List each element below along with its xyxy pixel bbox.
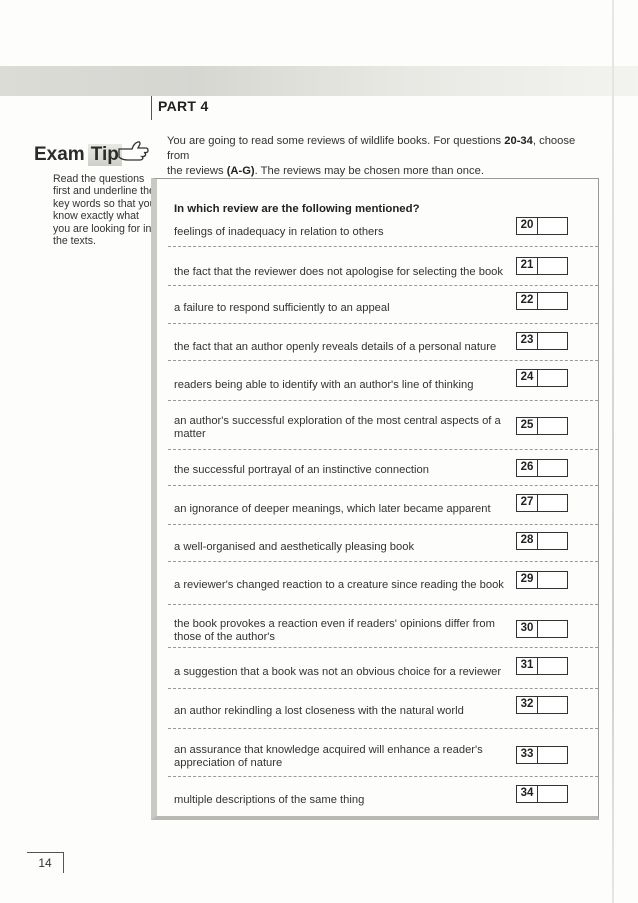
question-number: 26 (517, 460, 538, 476)
question-text: readers being able to identify with an author's line of thinking (174, 379, 474, 391)
question-number: 34 (517, 786, 538, 802)
question-row (168, 532, 598, 562)
question-row (168, 332, 598, 362)
answer-box[interactable] (516, 620, 568, 638)
question-text: feelings of inadequacy in relation to others (174, 226, 384, 238)
question-text: the fact that the reviewer does not apologise for selecting the book (174, 266, 503, 278)
question-text: an author's successful exploration of the most central aspects of a matter (174, 415, 501, 440)
answer-box[interactable] (516, 217, 568, 235)
question-number: 28 (517, 533, 538, 549)
question-text: a well-organised and aesthetically pleasing book (174, 541, 415, 553)
question-text: the fact that an author openly reveals details of a personal nature (174, 341, 497, 353)
question-number: 24 (517, 370, 538, 386)
question-row (168, 411, 598, 441)
answer-box[interactable] (516, 532, 568, 550)
question-row (168, 494, 598, 524)
panel-heading: In which review are the following mentioned? (174, 203, 420, 215)
question-number: 29 (517, 572, 538, 588)
question-text: a reviewer's changed reaction to a creature since reading the book (174, 579, 504, 591)
question-separator (168, 285, 598, 286)
answer-box[interactable] (516, 417, 568, 435)
question-number: 21 (517, 258, 538, 274)
question-text: the book provokes a reaction even if readers' opinions differ from those of the author's (174, 618, 495, 643)
question-separator (168, 524, 598, 525)
question-text: an author rekindling a lost closeness with the natural world (174, 705, 464, 717)
question-number: 20 (517, 218, 538, 234)
exam-tip-text: Read the questions first and underline the key words so that you know exactly what you are looking for in the texts. (53, 173, 156, 248)
question-number: 23 (517, 333, 538, 349)
header-band (0, 66, 638, 96)
question-separator (168, 604, 598, 605)
question-row (168, 369, 598, 399)
question-text: the successful portrayal of an instinctive connection (174, 464, 429, 476)
question-separator (168, 246, 598, 247)
answer-box[interactable] (516, 257, 568, 275)
question-number: 22 (517, 293, 538, 309)
question-row (168, 740, 598, 770)
question-separator (168, 728, 598, 729)
answer-box[interactable] (516, 332, 568, 350)
question-row (168, 785, 598, 815)
question-row (168, 292, 598, 322)
answer-box[interactable] (516, 369, 568, 387)
question-text: a suggestion that a book was not an obvious choice for a reviewer (174, 666, 502, 678)
question-number: 31 (517, 658, 538, 674)
question-number: 30 (517, 621, 538, 637)
question-row (168, 614, 598, 644)
answer-box[interactable] (516, 785, 568, 803)
question-row (168, 217, 598, 247)
question-number: 32 (517, 697, 538, 713)
question-number: 27 (517, 495, 538, 511)
question-number: 25 (517, 418, 538, 434)
answer-box[interactable] (516, 746, 568, 764)
question-separator (168, 485, 598, 486)
question-text: multiple descriptions of the same thing (174, 794, 365, 806)
pointing-hand-icon (116, 137, 150, 163)
page-edge-shadow (612, 0, 614, 903)
question-row (168, 657, 598, 687)
answer-box[interactable] (516, 292, 568, 310)
answer-box[interactable] (516, 494, 568, 512)
answer-box[interactable] (516, 571, 568, 589)
question-separator (168, 776, 598, 777)
question-separator (168, 400, 598, 401)
question-row (168, 571, 598, 601)
question-separator (168, 561, 598, 562)
question-separator (168, 323, 598, 324)
answer-box[interactable] (516, 696, 568, 714)
answer-box[interactable] (516, 459, 568, 477)
part-rule (151, 96, 152, 120)
exam-tip-title: Exam Tip (34, 144, 122, 166)
question-text: an ignorance of deeper meanings, which later became apparent (174, 503, 491, 515)
question-separator (168, 449, 598, 450)
answer-box[interactable] (516, 657, 568, 675)
instructions: You are going to read some reviews of wildlife books. For questions 20-34, choose from the reviews (A-G). The reviews may be chosen more than once. (167, 135, 576, 177)
part-title: PART 4 (158, 98, 209, 114)
question-separator (168, 688, 598, 689)
question-row (168, 696, 598, 726)
question-text: an assurance that knowledge acquired will enhance a reader's appreciation of nature (174, 744, 483, 769)
question-separator (168, 360, 598, 361)
question-row (168, 257, 598, 287)
page-number: 14 (27, 852, 64, 873)
question-separator (168, 647, 598, 648)
question-text: a failure to respond sufficiently to an appeal (174, 302, 390, 314)
question-number: 33 (517, 747, 538, 763)
